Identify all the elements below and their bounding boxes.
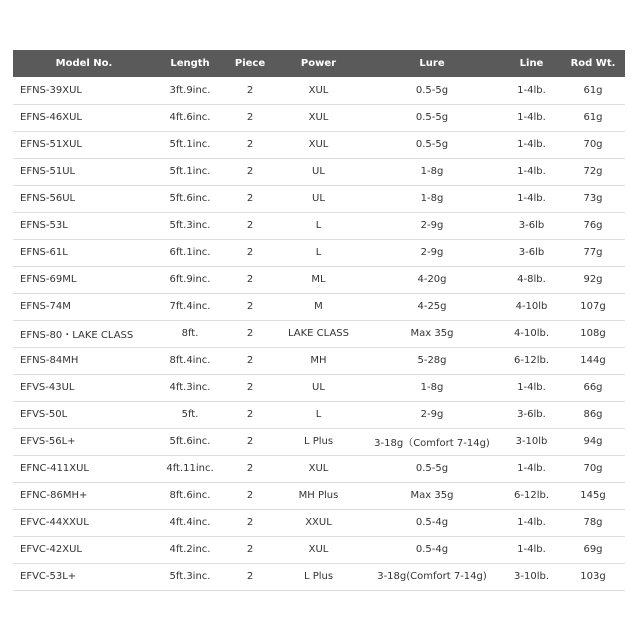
cell-power: M (314, 301, 323, 312)
cell-line: 3-10lb (515, 436, 548, 447)
cell-lure: 0.5-5g (415, 84, 449, 96)
table-row (13, 401, 625, 428)
cell-model: EFNS-46XUL (20, 112, 82, 123)
cell-rod-wt: 86g (583, 409, 603, 420)
cell-rod-wt: 144g (580, 355, 606, 366)
table-row (13, 131, 625, 158)
cell-line: 1-4lb. (517, 517, 546, 528)
cell-piece: 2 (246, 193, 254, 204)
spec-table-container (13, 50, 625, 591)
cell-model: EFNC-411XUL (20, 463, 89, 474)
cell-power: ML (311, 274, 326, 285)
table-row (13, 212, 625, 239)
cell-piece: 2 (246, 112, 254, 123)
cell-lure: 4-25g (417, 301, 447, 312)
cell-length: 4ft.11inc. (166, 463, 214, 474)
cell-rod-wt: 66g (583, 382, 603, 393)
cell-lure: 0.5-5g (415, 139, 449, 150)
table-row (13, 374, 625, 401)
cell-piece: 2 (246, 436, 254, 447)
cell-power: L Plus (303, 571, 334, 582)
header-rod-wt: Rod Wt. (570, 58, 616, 69)
cell-piece: 2 (246, 382, 254, 393)
cell-rod-wt: 107g (580, 301, 606, 312)
cell-lure: 2-9g (420, 409, 444, 420)
table-row (13, 536, 625, 563)
cell-length: 5ft.3inc. (169, 220, 211, 231)
cell-piece: 2 (246, 517, 254, 528)
cell-piece: 2 (246, 139, 254, 150)
cell-length: 4ft.6inc. (169, 112, 211, 123)
cell-rod-wt: 145g (580, 490, 606, 501)
cell-length: 8ft.6inc. (169, 490, 211, 501)
cell-lure: 1-8g (420, 166, 444, 177)
cell-model: EFVC-42XUL (20, 544, 82, 555)
cell-power: L (315, 220, 322, 231)
cell-line: 1-4lb. (517, 166, 546, 177)
cell-piece: 2 (246, 84, 254, 96)
cell-rod-wt: 73g (583, 193, 603, 204)
cell-model: EFNS-69ML (20, 274, 77, 285)
cell-length: 5ft. (181, 409, 199, 420)
cell-lure: 2-9g (420, 247, 444, 258)
cell-piece: 2 (246, 490, 254, 501)
cell-model: EFVS-50L (20, 409, 68, 420)
cell-line: 4-10lb (515, 301, 548, 312)
cell-lure: 2-9g (420, 220, 444, 231)
cell-lure: 1-8g (420, 382, 444, 393)
header-piece: Piece (234, 58, 266, 69)
header-power: Power (300, 58, 337, 69)
cell-power: UL (312, 382, 325, 393)
cell-line: 3-6lb. (517, 409, 546, 420)
cell-model: EFNS-53L (20, 220, 68, 231)
cell-rod-wt: 70g (583, 139, 603, 150)
cell-model: EFNS-56UL (20, 193, 76, 204)
cell-piece: 2 (246, 409, 254, 420)
cell-model: EFNC-86MH+ (20, 490, 88, 501)
cell-piece: 2 (246, 274, 254, 285)
cell-power: MH Plus (298, 490, 339, 501)
table-row (13, 428, 625, 455)
cell-power: UL (312, 193, 325, 204)
cell-rod-wt: 76g (583, 220, 603, 231)
cell-model: EFVS-56L+ (20, 436, 76, 447)
cell-model: EFNS-61L (20, 247, 68, 258)
cell-rod-wt: 108g (580, 328, 606, 339)
cell-lure: Max 35g (410, 490, 454, 501)
cell-power: LAKE CLASS (287, 328, 349, 339)
cell-lure: 3-18g（Comfort 7-14g) (374, 438, 490, 449)
table-row (13, 77, 625, 104)
cell-line: 1-4lb. (517, 544, 546, 555)
cell-power: XUL (308, 139, 329, 150)
cell-length: 5ft.1inc. (169, 139, 211, 150)
cell-line: 6-12lb. (514, 490, 549, 501)
cell-line: 1-4lb. (517, 193, 546, 204)
cell-model: EFNS-51XUL (20, 139, 82, 150)
cell-length: 5ft.6inc. (169, 436, 211, 447)
table-row (13, 266, 625, 293)
cell-model: EFNS-80・LAKE CLASS (20, 330, 134, 341)
cell-power: L (315, 409, 322, 420)
cell-piece: 2 (246, 328, 254, 339)
cell-piece: 2 (246, 301, 254, 312)
cell-power: XUL (308, 544, 329, 555)
cell-rod-wt: 69g (583, 544, 603, 555)
table-row (13, 104, 625, 131)
cell-power: XUL (308, 84, 329, 96)
cell-length: 5ft.3inc. (169, 571, 211, 582)
cell-rod-wt: 61g (583, 112, 603, 123)
cell-lure: 5-28g (417, 355, 447, 366)
cell-lure: 4-20g (417, 274, 447, 285)
cell-model: EFVC-44XXUL (20, 517, 89, 528)
cell-lure: 0.5-4g (415, 544, 449, 555)
cell-line: 1-4lb. (517, 112, 546, 123)
table-row (13, 239, 625, 266)
cell-length: 8ft.4inc. (169, 355, 211, 366)
cell-length: 8ft. (181, 328, 199, 339)
cell-model: EFNS-39XUL (20, 84, 82, 96)
cell-piece: 2 (246, 166, 254, 177)
cell-piece: 2 (246, 571, 254, 582)
cell-length: 5ft.6inc. (169, 193, 211, 204)
table-row (13, 158, 625, 185)
cell-rod-wt: 103g (580, 571, 606, 582)
header-model: Model No. (55, 58, 113, 69)
cell-model: EFVS-43UL (20, 382, 75, 393)
cell-rod-wt: 77g (583, 247, 603, 258)
header-length: Length (170, 58, 210, 69)
cell-line: 4-10lb. (514, 328, 549, 339)
cell-piece: 2 (246, 544, 254, 555)
cell-length: 6ft.9inc. (169, 274, 211, 285)
cell-lure: 3-18g(Comfort 7-14g) (377, 571, 487, 582)
cell-line: 4-8lb. (517, 274, 546, 285)
table-row (13, 455, 625, 482)
table-row (13, 509, 625, 536)
cell-line: 3-10lb. (514, 571, 549, 582)
table-row (13, 320, 625, 347)
cell-power: L (315, 247, 322, 258)
cell-rod-wt: 70g (583, 463, 603, 474)
table-row (13, 293, 625, 320)
cell-rod-wt: 72g (583, 166, 603, 177)
cell-line: 1-4lb. (517, 139, 546, 150)
header-lure: Lure (419, 58, 445, 69)
cell-rod-wt: 78g (583, 517, 603, 528)
table-row (13, 482, 625, 509)
cell-lure: 1-8g (420, 193, 444, 204)
cell-rod-wt: 94g (583, 436, 603, 447)
cell-line: 3-6lb (518, 220, 545, 231)
table-header-row (13, 50, 625, 77)
cell-model: EFNS-74M (20, 301, 71, 312)
cell-line: 1-4lb. (517, 84, 546, 96)
cell-lure: 0.5-4g (415, 517, 449, 528)
cell-line: 3-6lb (518, 247, 545, 258)
cell-power: XXUL (305, 517, 332, 528)
cell-piece: 2 (246, 247, 254, 258)
cell-piece: 2 (246, 220, 254, 231)
cell-length: 3ft.9inc. (169, 84, 211, 96)
cell-lure: Max 35g (410, 328, 454, 339)
cell-lure: 0.5-5g (415, 463, 449, 474)
cell-model: EFNS-51UL (20, 166, 76, 177)
cell-rod-wt: 92g (583, 274, 603, 285)
cell-length: 4ft.4inc. (169, 517, 211, 528)
cell-power: XUL (308, 463, 329, 474)
cell-model: EFNS-84MH (20, 355, 79, 366)
cell-lure: 0.5-5g (415, 112, 449, 123)
cell-rod-wt: 61g (583, 84, 603, 96)
cell-power: MH (310, 355, 327, 366)
cell-length: 4ft.2inc. (169, 544, 211, 555)
table-row (13, 347, 625, 374)
cell-length: 7ft.4inc. (169, 301, 211, 312)
cell-model: EFVC-53L+ (20, 571, 77, 582)
cell-power: L Plus (303, 436, 334, 447)
cell-line: 1-4lb. (517, 463, 546, 474)
rod-spec-table (13, 50, 625, 591)
cell-line: 6-12lb. (514, 355, 549, 366)
cell-length: 4ft.3inc. (169, 382, 211, 393)
cell-power: XUL (308, 112, 329, 123)
cell-power: UL (312, 166, 325, 177)
cell-line: 1-4lb. (517, 382, 546, 393)
header-line: Line (519, 58, 544, 69)
table-row (13, 563, 625, 590)
cell-length: 5ft.1inc. (169, 166, 211, 177)
cell-length: 6ft.1inc. (169, 247, 211, 258)
cell-piece: 2 (246, 463, 254, 474)
cell-piece: 2 (246, 355, 254, 366)
table-row (13, 185, 625, 212)
